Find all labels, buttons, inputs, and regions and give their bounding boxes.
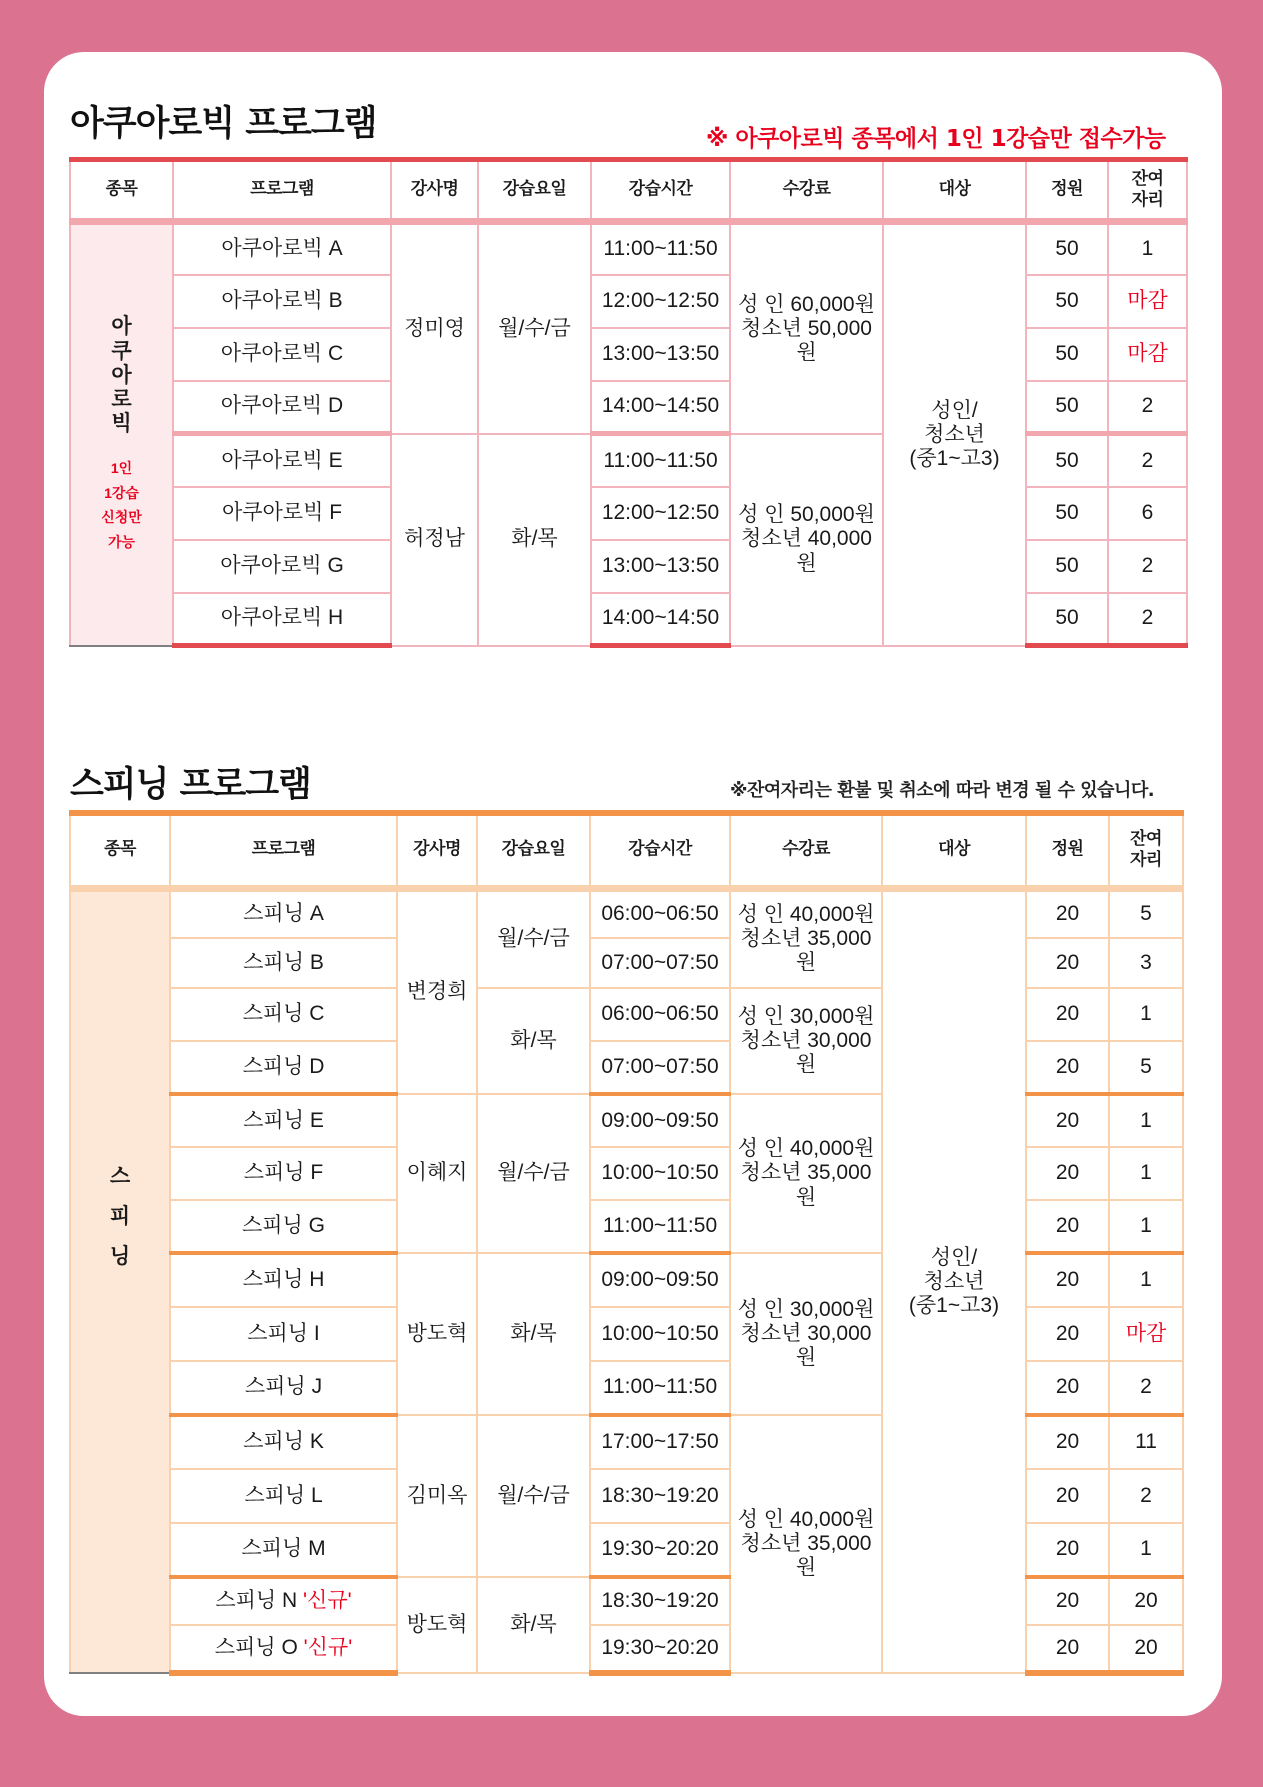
header-category: 종목: [70, 813, 170, 888]
program-name: 스피닝 L: [170, 1469, 397, 1523]
time: 18:30~19:20: [590, 1577, 730, 1625]
remaining: 2: [1109, 1361, 1183, 1415]
capacity: 50: [1026, 381, 1108, 434]
program-name: 스피닝 J: [170, 1361, 397, 1415]
remaining: 5: [1109, 1041, 1183, 1094]
fee: 성 인 40,000원 청소년 35,000원: [730, 888, 882, 988]
header-remaining: 잔여 자리: [1108, 160, 1187, 222]
remaining: 1: [1109, 1200, 1183, 1253]
remaining-closed: 마감: [1108, 275, 1187, 328]
fee: 성 인 30,000원 청소년 30,000원: [730, 1253, 882, 1415]
time: 19:30~20:20: [590, 1523, 730, 1577]
time: 09:00~09:50: [590, 1253, 730, 1307]
header-instructor: 강사명: [391, 160, 478, 222]
capacity: 20: [1026, 1041, 1109, 1094]
instructor: 방도혁: [397, 1577, 477, 1673]
remaining: 20: [1109, 1625, 1183, 1673]
header-days: 강습요일: [478, 160, 591, 222]
remaining: 11: [1109, 1415, 1183, 1469]
spin-title: 스피닝 프로그램: [70, 765, 311, 805]
remaining: 3: [1109, 938, 1183, 988]
remaining-closed: 마감: [1108, 328, 1187, 381]
remaining: 1: [1108, 222, 1187, 275]
capacity: 20: [1026, 1361, 1109, 1415]
program-name: 스피닝 C: [170, 988, 397, 1041]
program-name: 스피닝 H: [170, 1253, 397, 1307]
days: 화/목: [477, 1577, 590, 1673]
program-name: 아쿠아로빅 E: [173, 434, 391, 487]
header-time: 강습시간: [590, 813, 730, 888]
capacity: 20: [1026, 1523, 1109, 1577]
header-program: 프로그램: [170, 813, 397, 888]
program-name: 아쿠아로빅 B: [173, 275, 391, 328]
target: 성인/ 청소년 (중1~고3): [883, 222, 1026, 646]
header-fee: 수강료: [730, 813, 882, 888]
capacity: 20: [1026, 1253, 1109, 1307]
program-name: 아쿠아로빅 A: [173, 222, 391, 275]
remaining: 5: [1109, 888, 1183, 938]
instructor: 허정남: [391, 434, 478, 646]
header-capacity: 정원: [1026, 160, 1108, 222]
program-name: 아쿠아로빅 G: [173, 540, 391, 593]
header-category: 종목: [70, 160, 173, 222]
fee: 성 인 40,000원 청소년 35,000원: [730, 1415, 882, 1673]
program-name: 스피닝 B: [170, 938, 397, 988]
program-name-text: 스피닝 O: [214, 1635, 298, 1659]
aqua-category-note: 1인 1강습 신청만 가능: [101, 460, 142, 550]
time: 14:00~14:50: [591, 381, 730, 434]
instructor: 이혜지: [397, 1094, 477, 1253]
target: 성인/ 청소년 (중1~고3): [882, 888, 1026, 1673]
time: 09:00~09:50: [590, 1094, 730, 1147]
remaining: 2: [1108, 540, 1187, 593]
program-name: 아쿠아로빅 F: [173, 487, 391, 540]
capacity: 20: [1026, 1200, 1109, 1253]
remaining: 1: [1109, 1147, 1183, 1200]
aqua-title: 아쿠아로빅 프로그램: [70, 104, 377, 144]
remaining: 1: [1109, 1094, 1183, 1147]
fee: 성 인 50,000원 청소년 40,000원: [730, 434, 883, 646]
capacity: 50: [1026, 487, 1108, 540]
header-target: 대상: [883, 160, 1026, 222]
instructor: 방도혁: [397, 1253, 477, 1415]
time: 10:00~10:50: [590, 1307, 730, 1361]
table-row: [70, 222, 1187, 275]
time: 11:00~11:50: [590, 1361, 730, 1415]
days: 월/수/금: [477, 1415, 590, 1577]
capacity: 20: [1026, 888, 1109, 938]
capacity: 20: [1026, 1415, 1109, 1469]
remaining: 2: [1108, 381, 1187, 434]
capacity: 20: [1026, 938, 1109, 988]
time: 10:00~10:50: [590, 1147, 730, 1200]
time: 12:00~12:50: [591, 487, 730, 540]
remaining: 1: [1109, 1253, 1183, 1307]
fee: 성 인 60,000원 청소년 50,000원: [730, 222, 883, 434]
header-days: 강습요일: [477, 813, 590, 888]
program-name: 스피닝 A: [170, 888, 397, 938]
time: 12:00~12:50: [591, 275, 730, 328]
time: 07:00~07:50: [590, 1041, 730, 1094]
fee: 성 인 30,000원 청소년 30,000원: [730, 988, 882, 1094]
capacity: 50: [1026, 540, 1108, 593]
aqua-note: ※ 아쿠아로빅 종목에서 1인 1강습만 접수가능: [706, 126, 1166, 152]
time: 07:00~07:50: [590, 938, 730, 988]
time: 19:30~20:20: [590, 1625, 730, 1673]
header-program: 프로그램: [173, 160, 391, 222]
days: 월/수/금: [478, 222, 591, 434]
fee: 성 인 40,000원 청소년 35,000원: [730, 1094, 882, 1253]
days: 화/목: [478, 434, 591, 646]
instructor: 변경희: [397, 888, 477, 1094]
time: 06:00~06:50: [590, 888, 730, 938]
remaining: 2: [1108, 593, 1187, 646]
spin-schedule-table: [69, 810, 1184, 1676]
remaining: 1: [1109, 988, 1183, 1041]
spin-category: 스 피 닝: [70, 888, 170, 1673]
program-name: 스피닝 I: [170, 1307, 397, 1361]
time: 06:00~06:50: [590, 988, 730, 1041]
capacity: 20: [1026, 988, 1109, 1041]
program-name: 스피닝 E: [170, 1094, 397, 1147]
program-name: 스피닝 G: [170, 1200, 397, 1253]
capacity: 20: [1026, 1625, 1109, 1673]
header-time: 강습시간: [591, 160, 730, 222]
aqua-category: 아 쿠 아 로 빅: [111, 315, 132, 435]
days: 화/목: [477, 988, 590, 1094]
program-name: 스피닝 F: [170, 1147, 397, 1200]
program-name: 스피닝 K: [170, 1415, 397, 1469]
capacity: 50: [1026, 328, 1108, 381]
capacity: 20: [1026, 1094, 1109, 1147]
remaining: 2: [1109, 1469, 1183, 1523]
capacity: 50: [1026, 275, 1108, 328]
capacity: 50: [1026, 222, 1108, 275]
time: 14:00~14:50: [591, 593, 730, 646]
table-row: [70, 888, 1183, 938]
remaining: 1: [1109, 1523, 1183, 1577]
remaining: 6: [1108, 487, 1187, 540]
capacity: 20: [1026, 1307, 1109, 1361]
remaining: 2: [1108, 434, 1187, 487]
time: 13:00~13:50: [591, 328, 730, 381]
program-name: [170, 1577, 397, 1625]
new-tag: '신규': [303, 1589, 352, 1613]
time: 11:00~11:50: [591, 222, 730, 275]
program-name: 스피닝 M: [170, 1523, 397, 1577]
time: 18:30~19:20: [590, 1469, 730, 1523]
time: 13:00~13:50: [591, 540, 730, 593]
instructor: 김미옥: [397, 1415, 477, 1577]
remaining-closed: 마감: [1109, 1307, 1183, 1361]
aqua-category-cell: [70, 222, 173, 646]
days: 월/수/금: [477, 1094, 590, 1253]
remaining: 20: [1109, 1577, 1183, 1625]
new-tag: '신규': [303, 1635, 353, 1659]
time: 11:00~11:50: [590, 1200, 730, 1253]
aqua-schedule-table: [69, 157, 1188, 648]
days: 월/수/금: [477, 888, 590, 988]
program-name: 아쿠아로빅 D: [173, 381, 391, 434]
capacity: 20: [1026, 1469, 1109, 1523]
capacity: 50: [1026, 593, 1108, 646]
days: 화/목: [477, 1253, 590, 1415]
capacity: 50: [1026, 434, 1108, 487]
program-name: 스피닝 D: [170, 1041, 397, 1094]
time: 11:00~11:50: [591, 434, 730, 487]
program-name: 아쿠아로빅 H: [173, 593, 391, 646]
header-target: 대상: [882, 813, 1026, 888]
header-remaining: 잔여 자리: [1109, 813, 1183, 888]
time: 17:00~17:50: [590, 1415, 730, 1469]
header-fee: 수강료: [730, 160, 883, 222]
header-capacity: 정원: [1026, 813, 1109, 888]
program-name: 아쿠아로빅 C: [173, 328, 391, 381]
header-instructor: 강사명: [397, 813, 477, 888]
instructor: 정미영: [391, 222, 478, 434]
capacity: 20: [1026, 1577, 1109, 1625]
spin-note: ※잔여자리는 환불 및 취소에 따라 변경 될 수 있습니다.: [730, 780, 1155, 801]
capacity: 20: [1026, 1147, 1109, 1200]
program-name-text: 스피닝 N: [215, 1589, 298, 1613]
program-name: [170, 1625, 397, 1673]
